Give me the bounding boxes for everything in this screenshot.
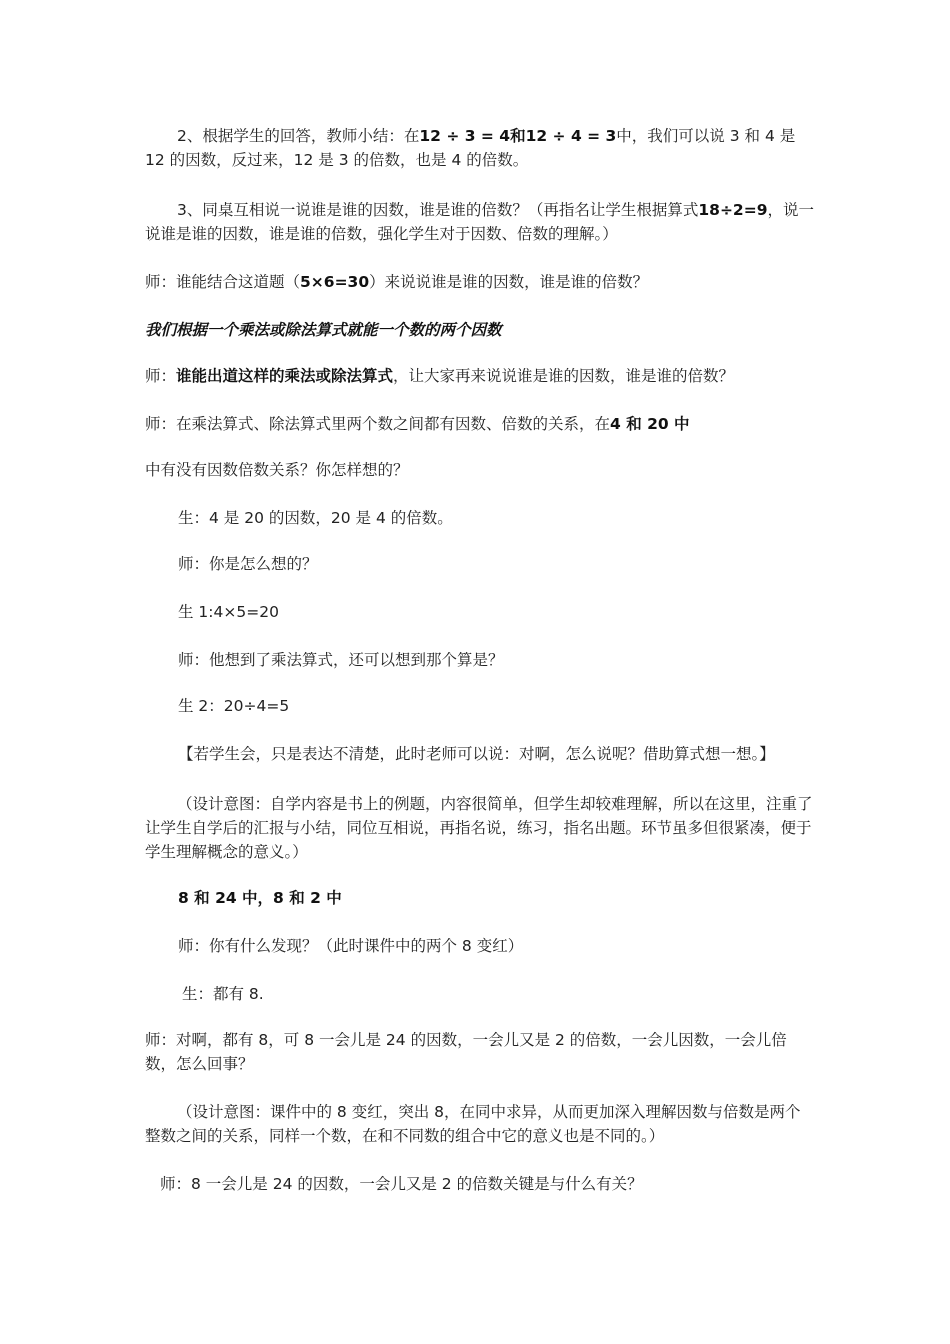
text-bold: 谁能出道这样的乘法或除法算式: [176, 367, 394, 385]
text: 师：在乘法算式、除法算式里两个数之间都有因数、倍数的关系，在: [145, 415, 611, 433]
text: 中，我们可以说 3 和 4 是 12 的因数，反过来，12 是 3 的倍数，也是 4 的倍数。: [145, 127, 796, 169]
paragraph-note: 【若学生会，只是表达不清楚，此时老师可以说：对啊，怎么说呢？借助算式想一想。】: [178, 745, 775, 763]
paragraph-student-2: 生 2：20÷4=5: [178, 697, 290, 715]
equation: 12 ÷ 3 = 4: [419, 127, 511, 145]
text: 师：谁能结合这道题（: [145, 273, 301, 291]
paragraph-teacher-question: [145, 270, 815, 294]
text: 2、根据学生的回答，教师小结：在: [177, 127, 420, 145]
paragraph-summary: [145, 124, 815, 172]
equation: 18÷2=9: [698, 201, 768, 219]
paragraph-student-1: 生 1:4×5=20: [178, 603, 279, 621]
text-bold: 4 和 20 中: [610, 415, 690, 433]
paragraph-number-pairs: 8 和 24 中，8 和 2 中: [178, 889, 342, 907]
equation: 5×6=30: [300, 273, 370, 291]
paragraph-teacher-ask: [145, 364, 815, 388]
text: ）来说说谁是谁的因数，谁是谁的倍数？: [369, 273, 649, 291]
paragraph-student-all-8: 生：都有 8.: [182, 985, 264, 1003]
paragraph-teacher-key: 师：8 一会儿是 24 的因数，一会儿又是 2 的倍数关键是与什么有关？: [160, 1175, 643, 1193]
text-bold: 和: [510, 127, 526, 145]
text: ，让大家再来说说谁是谁的因数，谁是谁的倍数？: [393, 367, 735, 385]
text: ，说一说谁是谁的因数，谁是谁的倍数，强化学生对于因数、倍数的理解。）: [145, 201, 815, 243]
paragraph-design-intent-1: （设计意图：自学内容是书上的例题，内容很简单，但学生却较难理解，所以在这里，注重了让学生自学后的汇报与小结，同位互相说，再指名说，练习，指名出题。环节虽多但很紧凑，便于学生理解概念的意义。）: [145, 795, 813, 861]
paragraph-teacher-how: 师：你是怎么想的？: [178, 555, 318, 573]
paragraph-relation: [145, 412, 815, 436]
paragraph-relation-cont: 中有没有因数倍数关系？你怎样想的？: [145, 461, 409, 479]
paragraph-teacher-discover: 师：你有什么发现？（此时课件中的两个 8 变红）: [178, 937, 524, 955]
paragraph-pair-discussion: [145, 198, 815, 246]
text: 3、同桌互相说一说谁是谁的因数，谁是谁的倍数？（再指名让学生根据算式: [177, 201, 699, 219]
text: 师：: [145, 367, 177, 385]
paragraph-design-intent-2: （设计意图：课件中的 8 变红，突出 8，在同中求异，从而更加深入理解因数与倍数是两个整数之间的关系，同样一个数，在和不同数的组合中它的意义也是不同的。）: [145, 1103, 801, 1145]
paragraph-italic-summary: 我们根据一个乘法或除法算式就能一个数的两个因数: [145, 321, 502, 339]
paragraph-teacher-follow: 师：他想到了乘法算式，还可以想到那个算是？: [178, 651, 504, 669]
paragraph-student-answer: 生：4 是 20 的因数，20 是 4 的倍数。: [178, 509, 453, 527]
paragraph-teacher-why: 师：对啊，都有 8，可 8 一会儿是 24 的因数，一会儿又是 2 的倍数，一会儿因数，一会儿倍数，怎么回事？: [145, 1031, 787, 1073]
equation: 12 ÷ 4 = 3: [525, 127, 617, 145]
